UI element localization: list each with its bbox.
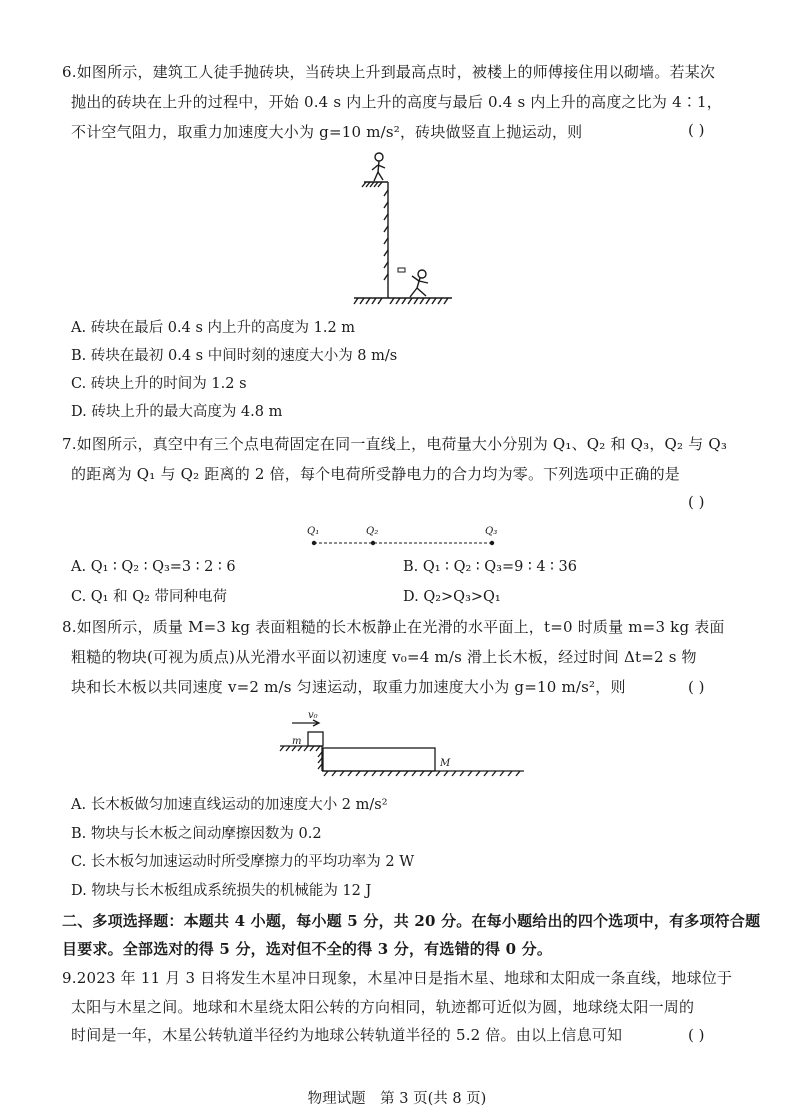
q6-option-a: A. 砖块在最后 0.4 s 内上升的高度为 1.2 m (71, 320, 356, 336)
q6-stem-line3: 不计空气阻力，取重力加速度大小为 g=10 m/s²，砖块做竖直上抛运动，则 (71, 123, 583, 141)
q6-stem-line1: 6.如图所示，建筑工人徒手抛砖块，当砖块上升到最高点时，被楼上的师傅接住用以砌墙。若某次 (62, 63, 716, 81)
q7-figure (300, 520, 510, 550)
q8-stem-line2: 粗糙的物块(可视为质点)从光滑水平面以初速度 v₀=4 m/s 滑上长木板，经过时间 Δt=2 s 物 (71, 648, 697, 666)
label-q1: Q₁ (307, 526, 320, 537)
q7-option-a: A. Q₁ ∶ Q₂ ∶ Q₃=3 ∶ 2 ∶ 6 (71, 559, 236, 575)
q9-answer-blank: ( ) (688, 1026, 705, 1044)
q7-option-d: D. Q₂>Q₃>Q₁ (403, 589, 501, 605)
q6-option-d: D. 砖块上升的最大高度为 4.8 m (71, 404, 283, 420)
label-M: M (440, 758, 451, 769)
q6-option-c: C. 砖块上升的时间为 1.2 s (71, 376, 247, 392)
q8-figure (278, 708, 528, 788)
page-footer: 物理试题 第 3 页(共 8 页) (307, 1091, 487, 1107)
q8-option-a: A. 长木板做匀加速直线运动的加速度大小 2 m/s² (71, 797, 388, 813)
q8-option-c: C. 长木板匀加速运动时所受摩擦力的平均功率为 2 W (71, 854, 415, 870)
section2-heading-line1: 二、多项选择题：本题共 4 小题，每小题 5 分，共 20 分。在每小题给出的四个选项中，有多项符合题 (62, 912, 761, 930)
q7-answer-blank: ( ) (688, 493, 705, 511)
q9-stem-line2: 太阳与木星之间。地球和木星绕太阳公转的方向相同，轨迹都可近似为圆，地球绕太阳一周的 (71, 998, 695, 1016)
charge-q3 (490, 541, 494, 545)
q8-option-d: D. 物块与长木板组成系统损失的机械能为 12 J (71, 883, 372, 899)
label-m: m (292, 736, 302, 747)
charge-q1 (312, 541, 316, 545)
q8-stem-line1: 8.如图所示，质量 M=3 kg 表面粗糙的长木板静止在光滑的水平面上，t=0 时质量 m=3 kg 表面 (62, 618, 725, 636)
q6-figure (350, 150, 460, 310)
q9-stem-line3: 时间是一年，木星公转轨道半径约为地球公转轨道半径的 5.2 倍。由以上信息可知 (71, 1026, 623, 1044)
label-q3: Q₃ (485, 526, 498, 537)
q6-option-b: B. 砖块在最初 0.4 s 中间时刻的速度大小为 8 m/s (71, 348, 398, 364)
q6-stem-line2: 抛出的砖块在上升的过程中，开始 0.4 s 内上升的高度与最后 0.4 s 内上升的高度之比为 4∶1， (71, 93, 722, 111)
section2-heading-line2: 目要求。全部选对的得 5 分，选对但不全的得 3 分，有选错的得 0 分。 (62, 940, 553, 958)
label-v0: v₀ (308, 710, 318, 721)
q8-stem-line3: 块和长木板以共同速度 v=2 m/s 匀速运动，取重力加速度大小为 g=10 m/s²，则 (71, 678, 626, 696)
q7-option-b: B. Q₁ ∶ Q₂ ∶ Q₃=9 ∶ 4 ∶ 36 (403, 559, 577, 575)
q6-answer-blank: ( ) (688, 121, 705, 139)
q7-stem-line2: 的距离为 Q₁ 与 Q₂ 距离的 2 倍，每个电荷所受静电力的合力均为零。下列选项中正确的是 (71, 465, 680, 483)
label-q2: Q₂ (366, 526, 379, 537)
block-m (308, 732, 323, 746)
q9-stem-line1: 9.2023 年 11 月 3 日将发生木星冲日现象，木星冲日是指木星、地球和太阳成一条直线，地球位于 (62, 969, 733, 987)
q8-answer-blank: ( ) (688, 678, 705, 696)
q7-option-c: C. Q₁ 和 Q₂ 带同种电荷 (71, 589, 228, 605)
board-M (323, 748, 435, 771)
q8-option-b: B. 物块与长木板之间动摩擦因数为 0.2 (71, 826, 322, 842)
charge-q2 (371, 541, 375, 545)
q7-stem-line1: 7.如图所示，真空中有三个点电荷固定在同一直线上，电荷量大小分别为 Q₁、Q₂ 和 Q₃，Q₂ 与 Q₃ (62, 435, 728, 453)
